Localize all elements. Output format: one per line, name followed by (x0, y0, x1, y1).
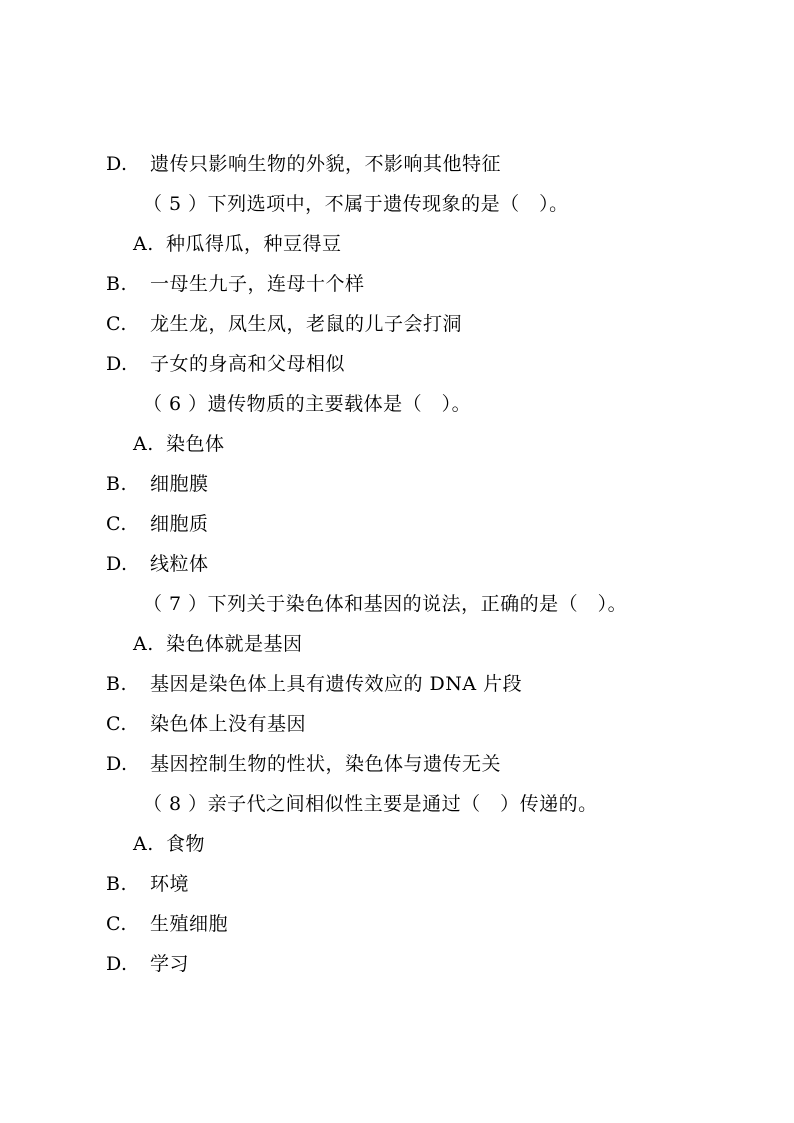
option-label: C. (106, 713, 127, 735)
option-line-q4-d (106, 152, 501, 176)
option-line-q5-a (133, 232, 342, 256)
question-text: （ 5 ）下列选项中，不属于遗传现象的是（ ）。 (143, 193, 569, 215)
option-label: C. (106, 313, 127, 335)
option-text: 环境 (150, 873, 190, 895)
option-line-q5-b (106, 272, 365, 296)
option-line-q8-c (106, 912, 228, 936)
option-text: 遗传只影响生物的外貌，不影响其他特征 (150, 153, 502, 175)
option-label: B. (106, 473, 128, 495)
option-label: C. (106, 513, 127, 535)
option-line-q7-c (106, 712, 306, 736)
option-label: C. (106, 913, 127, 935)
question-7 (143, 592, 627, 616)
option-text: 食物 (166, 833, 206, 855)
option-label: B. (106, 673, 128, 695)
option-line-q8-d (106, 952, 189, 976)
option-text: 生殖细胞 (150, 913, 229, 935)
option-text: 龙生龙，凤生凤，老鼠的儿子会打洞 (150, 313, 463, 335)
option-label: B. (106, 873, 128, 895)
question-text: （ 7 ）下列关于染色体和基因的说法，正确的是（ ）。 (143, 593, 628, 615)
option-text: 基因是染色体上具有遗传效应的 DNA 片段 (150, 673, 523, 695)
option-label: D. (106, 953, 128, 975)
option-line-q8-a (133, 832, 205, 856)
option-label: A. (133, 833, 154, 855)
option-text: 线粒体 (150, 553, 209, 575)
option-label: B. (106, 273, 128, 295)
option-label: D. (106, 553, 128, 575)
option-label: A. (133, 633, 154, 655)
option-label: D. (106, 753, 128, 775)
option-text: 子女的身高和父母相似 (150, 353, 346, 375)
question-text: （ 8 ）亲子代之间相似性主要是通过（ ）传递的。 (143, 793, 598, 815)
option-label: D. (106, 353, 128, 375)
option-line-q7-b (106, 672, 522, 696)
option-text: 学习 (150, 953, 190, 975)
option-label: A. (133, 233, 154, 255)
option-text: 种瓜得瓜，种豆得豆 (166, 233, 342, 255)
option-line-q5-c (106, 312, 462, 336)
question-6 (143, 392, 471, 416)
option-text: 基因控制生物的性状，染色体与遗传无关 (150, 753, 502, 775)
option-line-q6-d (106, 552, 209, 576)
question-5 (143, 192, 569, 216)
option-line-q6-c (106, 512, 209, 536)
option-line-q7-a (133, 632, 303, 656)
option-text: 细胞膜 (150, 473, 209, 495)
option-label: A. (133, 433, 154, 455)
option-line-q7-d (106, 752, 501, 776)
option-text: 细胞质 (150, 513, 209, 535)
option-text: 染色体 (166, 433, 225, 455)
question-text: （ 6 ）遗传物质的主要载体是（ ）。 (143, 393, 472, 415)
question-8 (143, 792, 598, 816)
option-text: 一母生九子，连母十个样 (150, 273, 365, 295)
option-text: 染色体就是基因 (166, 633, 303, 655)
option-line-q6-a (133, 432, 225, 456)
option-label: D. (106, 153, 128, 175)
option-line-q6-b (106, 472, 209, 496)
option-line-q5-d (106, 352, 345, 376)
option-line-q8-b (106, 872, 189, 896)
option-text: 染色体上没有基因 (150, 713, 307, 735)
